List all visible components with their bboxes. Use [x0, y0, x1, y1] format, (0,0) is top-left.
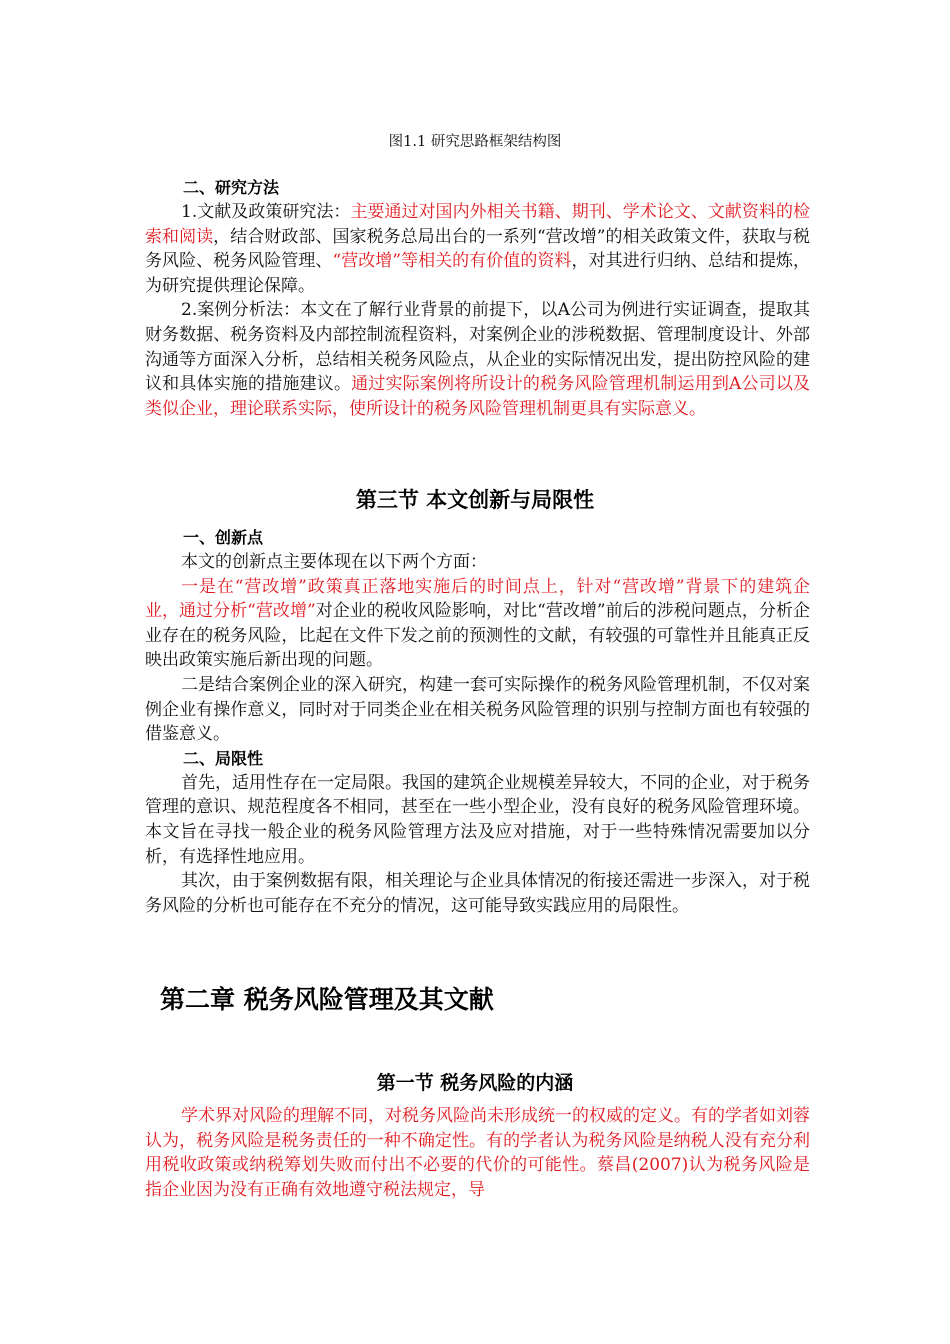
limitations-paragraph-1: 首先，适用性存在一定局限。我国的建筑企业规模差异较大，不同的企业，对于税务管理的意识、规范程度各不相同，甚至在一些小型企业，没有良好的税务风险管理环境。本文旨在寻找一般企业的税务风险管理方法及应对措施，对于一些特殊情况需要加以分析，有选择性地应用。 [145, 772, 810, 867]
risk-definition [145, 1104, 810, 1202]
text-run: ，结合财政部、国家税务总局出台的一系列“营改增”的相关政策文件，获取与税务风险、税务风险管理、 [145, 226, 810, 272]
limitations-heading: 二、局限性 [183, 748, 264, 768]
highlight-run: 一是在“营改增”政策真正落地实施后的时间点上，针对“营改增”背景下的建筑企业，通过分析“营改增” [145, 576, 810, 622]
highlight-run: 主要通过对国内外相关书籍、期刊、学术论文、文献资料的检索和阅读 [145, 202, 810, 247]
innovation-paragraph-1 [145, 575, 810, 673]
chapter-2-title: 第二章 税务风险管理及其文献 [160, 985, 494, 1014]
innovation-paragraph-2: 二是结合案例企业的深入研究，构建一套可实际操作的税务风险管理机制，不仅对案例企业有操作意义，同时对于同类企业在相关税务风险管理的识别与控制方面也有较强的借鉴意义。 [145, 674, 810, 745]
text-run: 对企业的税收风险影响，对比“营改增”前后的涉税问题点，分析企业存在的税务风险，比起在文件下发之前的预测性的文献，有较强的可靠性并且能真正反映出政策实施后新出现的问题。 [145, 601, 810, 671]
text-run: 1.文献及政策研究法： [181, 202, 351, 222]
methods-heading: 二、研究方法 [183, 178, 280, 197]
highlight-run: “营改增”等相关的有价值的资料 [332, 251, 572, 272]
chapter-2-section-1-title: 第一节 税务风险的内涵 [376, 1072, 574, 1094]
research-methods [145, 176, 810, 421]
section-3-title: 第三节 本文创新与局限性 [355, 488, 595, 512]
limitations-paragraph-2: 其次，由于案例数据有限，相关理论与企业具体情况的衔接还需进一步深入，对于税务风险的分析也可能存在不充分的情况，这可能导致实践应用的局限性。 [145, 871, 810, 916]
innovation-and-limits [145, 526, 810, 918]
figure-caption: 图1.1 研究思路框架结构图 [388, 134, 562, 150]
methods-paragraph-1 [145, 200, 810, 298]
innovation-intro: 本文的创新点主要体现在以下两个方面： [181, 552, 487, 572]
methods-paragraph-2 [145, 298, 810, 421]
innovation-heading: 一、创新点 [183, 528, 264, 547]
highlight-run: 通过实际案例将所设计的税务风险管理机制运用到A公司以及类似企业，理论联系实际，使所设计的税务风险管理机制更具有实际意义。 [145, 374, 810, 419]
risk-definition-paragraph: 学术界对风险的理解不同，对税务风险尚未形成统一的权威的定义。有的学者如刘蓉认为，税务风险是税务责任的一种不确定性。有的学者认为税务风险是纳税人没有充分利用税收政策或纳税筹划失败而付出不必要的代价的可能性。蔡昌(2007)认为税务风险是指企业因为没有正确有效地遵守税法规定，导 [145, 1106, 810, 1200]
text-run: ，对其进行归纳、总结和提炼，为研究提供理论保障。 [145, 251, 811, 296]
text-run: 2.案例分析法：本文在了解行业背景的前提下，以A公司为例进行实证调查，提取其财务数据、税务资料及内部控制流程资料，对案例企业的涉税数据、管理制度设计、外部沟通等方面深入分析，总结相关税务风险点，从企业的实际情况出发，提出防控风险的建议和具体实施的措施建议。 [145, 300, 810, 395]
